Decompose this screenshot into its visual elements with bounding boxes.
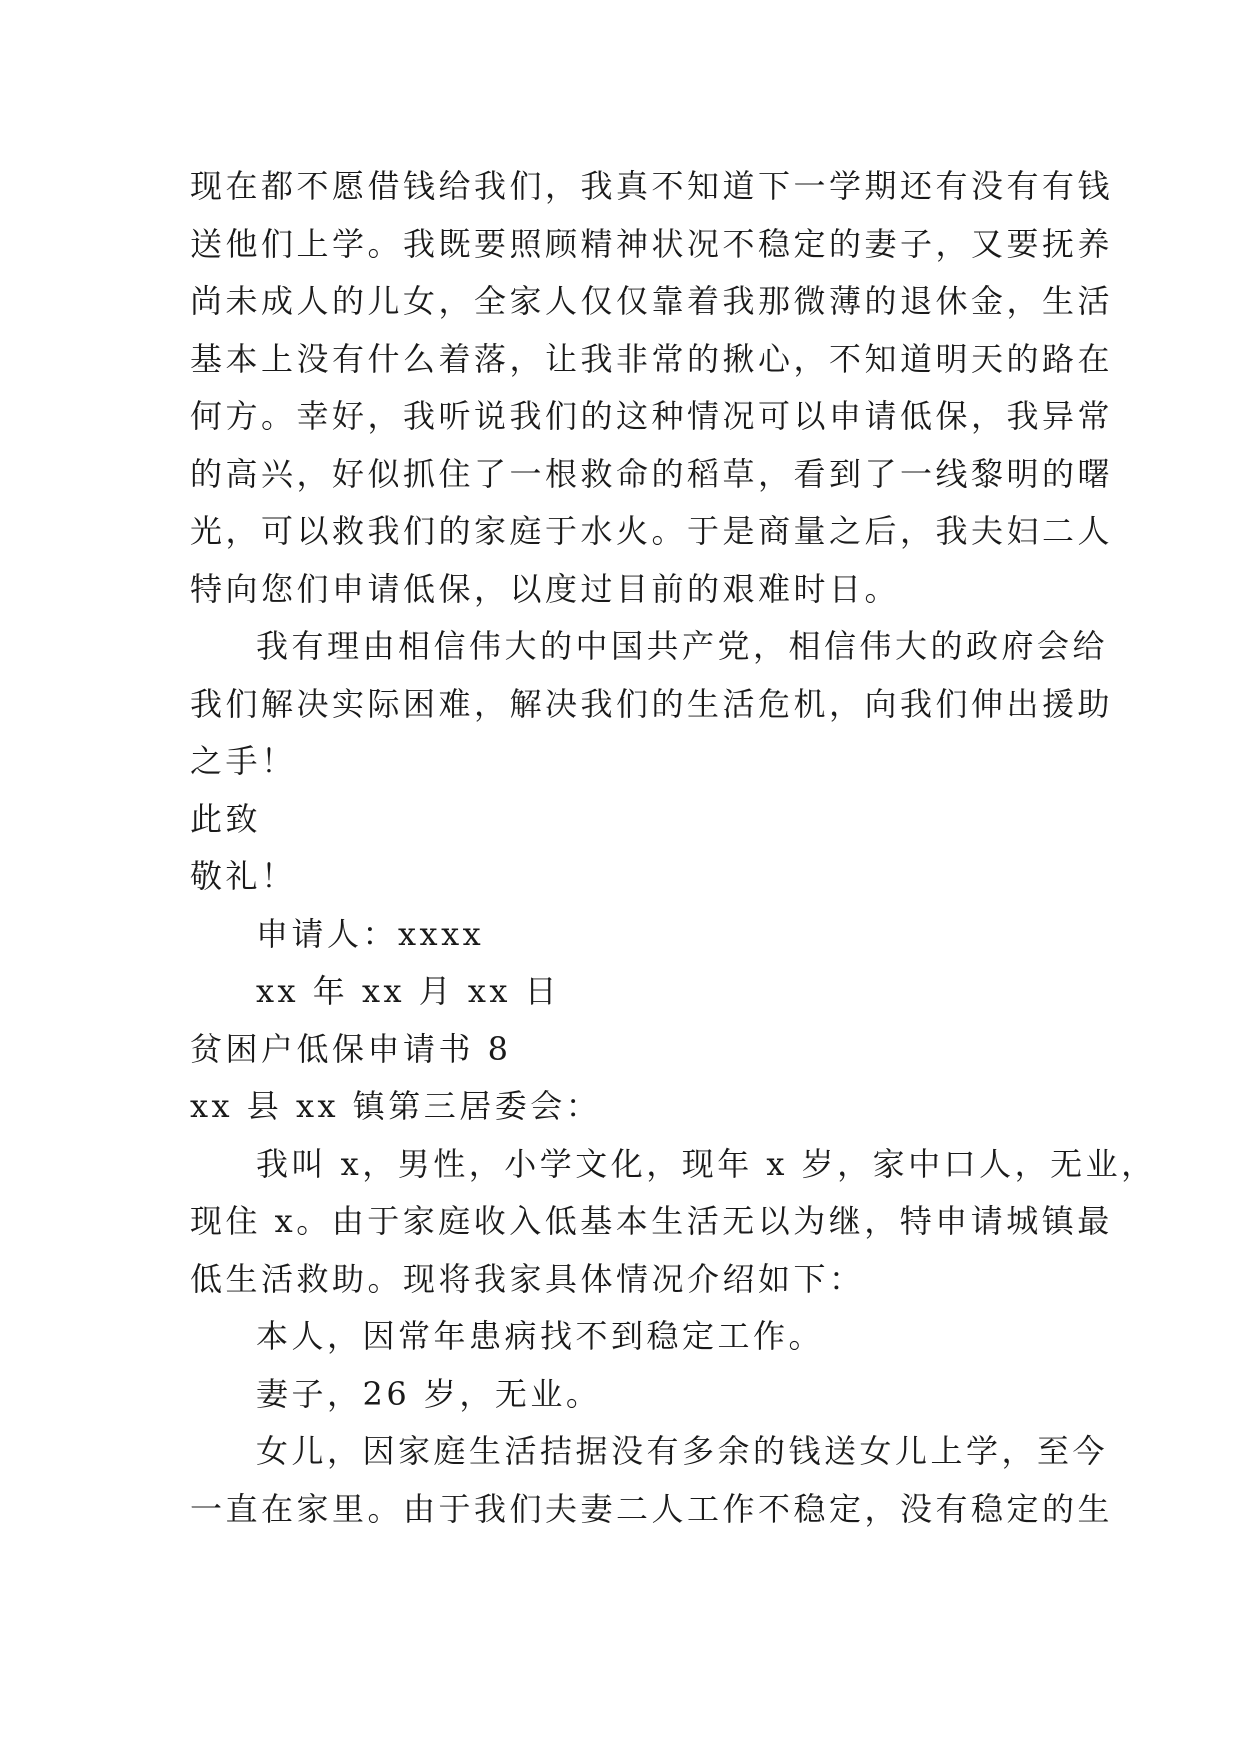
text-line: 光，可以救我们的家庭于水火。于是商量之后，我夫妇二人 xyxy=(190,512,1114,550)
section-title: 贫困户低保申请书 8 xyxy=(190,1029,512,1068)
text-line: 何方。幸好，我听说我们的这种情况可以申请低保，我异常 xyxy=(190,397,1114,435)
paragraph-start-line: 本人，因常年患病找不到稳定工作。 xyxy=(256,1317,825,1355)
text-line: 尚未成人的儿女，全家人仅仅靠着我那微薄的退休金，生活 xyxy=(190,282,1114,320)
text-line: 现住 x。由于家庭收入低基本生活无以为继，特申请城镇最 xyxy=(190,1202,1113,1240)
paragraph-start-line: 女儿，因家庭生活拮据没有多余的钱送女儿上学，至今 xyxy=(256,1432,1109,1470)
recipient-line: xx 县 xx 镇第三居委会： xyxy=(190,1087,602,1125)
text-line: 基本上没有什么着落，让我非常的揪心，不知道明天的路在 xyxy=(190,339,1114,378)
applicant-signature: 申请人：xxxx xyxy=(256,914,485,953)
text-line: 特向您们申请低保，以度过目前的艰难时日。 xyxy=(190,569,901,608)
closing-salutation: 此致 xyxy=(190,799,262,838)
text-line: 我们解决实际困难，解决我们的生活危机，向我们伸出援助 xyxy=(190,684,1114,723)
closing-regards: 敬礼！ xyxy=(190,857,297,895)
text-line: 一直在家里。由于我们夫妻二人工作不稳定，没有稳定的生 xyxy=(190,1489,1114,1528)
text-line: 之手！ xyxy=(190,742,297,780)
paragraph-start-line: 我叫 x，男性，小学文化，现年 x 岁，家中口人，无业， xyxy=(256,1144,1157,1183)
text-line: 的高兴，好似抓住了一根救命的稻草，看到了一线黎明的曙 xyxy=(190,454,1114,493)
document-body xyxy=(190,158,1157,1538)
text-line: 现在都不愿借钱给我们，我真不知道下一学期还有没有有钱 xyxy=(190,167,1114,205)
signature-date: xx 年 xx 月 xx 日 xyxy=(256,972,561,1010)
text-line: 送他们上学。我既要照顾精神状况不稳定的妻子，又要抚养 xyxy=(190,224,1114,263)
paragraph-start-line: 妻子，26 岁，无业。 xyxy=(256,1374,602,1413)
paragraph-start-line: 我有理由相信伟大的中国共产党，相信伟大的政府会给 xyxy=(256,627,1109,665)
text-line: 低生活救助。现将我家具体情况介绍如下： xyxy=(190,1259,865,1298)
